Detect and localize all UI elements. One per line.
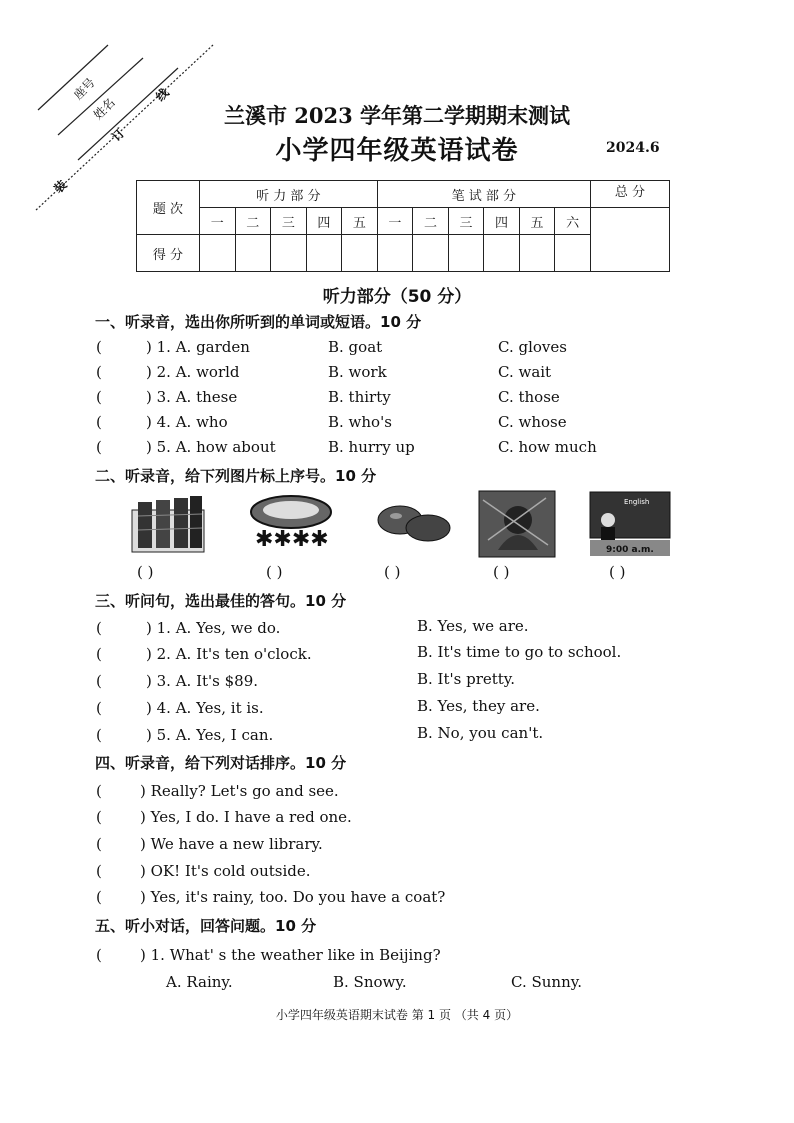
s1-option-b: B. thirty [328,388,391,406]
col-listen-2: 二 [235,208,271,235]
s3-option-a: ) 1. A. Yes, we do. [146,619,281,637]
s1-option-c: C. gloves [498,338,567,356]
col-write-3: 三 [448,208,484,235]
svg-text:✱✱✱✱: ✱✱✱✱ [255,527,329,552]
picture-answer-bracket[interactable]: ( ) [266,563,283,581]
s1-option-a: ) 4. A. who [146,413,228,431]
seat-label: 座号 [70,75,98,103]
s1-option-c: C. how much [498,438,597,456]
page-footer: 小学四年级英语期末试卷 第 1 页 （共 4 页） [275,1008,519,1022]
s3-option-a: ) 2. A. It's ten o'clock. [146,645,312,663]
s3-option-a: ) 5. A. Yes, I can. [146,726,274,744]
listening-part-title: 听力部分（50 分） [322,287,472,307]
clock-text: 9:00 a.m. [606,545,654,555]
score-cell[interactable] [235,235,271,272]
s1-option-a: ) 1. A. garden [146,338,250,356]
picture-answer-bracket[interactable]: ( ) [609,563,626,581]
score-label: 得 分 [137,235,200,272]
s3-option-b: B. It's pretty. [417,670,516,688]
section1-heading: 一、听录音，选出你所听到的单词或短语。10 分 [95,313,422,331]
dialogue-line: ) We have a new library. [140,835,323,853]
dialogue-line: ) OK! It's cold outside. [140,862,311,880]
picture-answer-bracket[interactable]: ( ) [384,563,401,581]
dialogue-line: ) Yes, it's rainy, too. Do you have a coat? [140,888,446,906]
s5-question-1: ) 1. What' s the weather like in Beijing? [140,946,441,964]
score-cell[interactable] [377,235,413,272]
col-listen-4: 四 [306,208,342,235]
answer-paren[interactable]: ( [96,888,102,906]
col-write-1: 一 [377,208,413,235]
col-write-4: 四 [484,208,520,235]
potatoes-picture [374,490,456,558]
answer-paren[interactable]: ( [96,438,102,456]
picture-answer-bracket[interactable]: ( ) [137,563,154,581]
s3-option-b: B. Yes, we are. [417,617,529,635]
seal-ding: 订 [109,125,128,145]
section4-heading: 四、听录音，给下列对话排序。10 分 [95,754,347,772]
blackboard-text: English [624,498,650,506]
s1-option-c: C. those [498,388,560,406]
score-cell[interactable] [200,235,236,272]
picture-answer-bracket[interactable]: ( ) [493,563,510,581]
s3-option-a: ) 3. A. It's $89. [146,672,259,690]
answer-paren[interactable]: ( [96,699,102,717]
score-cell[interactable] [555,235,591,272]
section5-heading: 五、听小对话，回答问题。10 分 [95,917,317,935]
row-label: 题 次 [137,181,200,235]
answer-paren[interactable]: ( [96,808,102,826]
total-label: 总 分 [591,181,670,208]
section2-heading: 二、听录音，给下列图片标上序号。10 分 [95,467,377,485]
s1-option-b: B. who's [328,413,392,431]
s1-option-c: C. whose [498,413,567,431]
score-cell[interactable] [306,235,342,272]
writing-label: 笔 试 部 分 [377,181,590,208]
dialogue-line: ) Yes, I do. I have a red one. [140,808,352,826]
s3-option-a: ) 4. A. Yes, it is. [146,699,264,717]
col-listen-1: 一 [200,208,236,235]
answer-paren[interactable]: ( [96,413,102,431]
col-write-5: 五 [519,208,555,235]
score-table [136,180,670,272]
listening-label: 听 力 部 分 [200,181,378,208]
cold-outside-picture [478,490,556,558]
s3-option-b: B. Yes, they are. [417,697,540,715]
s5-option-c: C. Sunny. [511,973,582,991]
s5-option-b: B. Snowy. [333,973,407,991]
answer-paren[interactable]: ( [96,726,102,744]
answer-paren[interactable]: ( [96,862,102,880]
exam-date: 2024.6 [606,140,660,156]
seal-xian: 线 [153,85,172,105]
answer-paren[interactable]: ( [96,338,102,356]
answer-paren[interactable]: ( [96,619,102,637]
answer-paren[interactable]: ( [96,645,102,663]
score-cell[interactable] [413,235,449,272]
col-listen-3: 三 [271,208,307,235]
dialogue-line: ) Really? Let's go and see. [140,782,339,800]
col-listen-5: 五 [342,208,378,235]
answer-paren[interactable]: ( [96,672,102,690]
col-write-6: 六 [555,208,591,235]
s1-option-c: C. wait [498,363,552,381]
seal-zhuang: 装 [51,177,70,197]
section3-heading: 三、听问句，选出最佳的答句。10 分 [95,592,347,610]
s3-option-b: B. It's time to go to school. [417,643,622,661]
answer-paren[interactable]: ( [96,388,102,406]
s1-option-a: ) 5. A. how about [146,438,276,456]
snowy-cloud-picture [245,490,337,558]
s5-option-a: A. Rainy. [166,973,233,991]
exam-title-line2: 小学四年级英语试卷 [275,136,519,166]
name-label: 姓名 [90,95,118,123]
exam-title-line1: 兰溪市 2023 学年第二学期期末测试 [223,103,571,128]
col-write-2: 二 [413,208,449,235]
answer-paren[interactable]: ( [96,835,102,853]
answer-paren[interactable]: ( [96,363,102,381]
score-cell[interactable] [342,235,378,272]
s1-option-b: B. work [328,363,387,381]
s1-option-b: B. goat [328,338,383,356]
answer-paren[interactable]: ( [96,946,102,964]
answer-paren[interactable]: ( [96,782,102,800]
library-shelves-picture [128,490,208,558]
s1-option-a: ) 2. A. world [146,363,240,381]
score-cell[interactable] [448,235,484,272]
score-cell[interactable] [484,235,520,272]
english-class-picture [588,490,672,558]
s3-option-b: B. No, you can't. [417,724,544,742]
score-cell[interactable] [271,235,307,272]
s1-option-b: B. hurry up [328,438,415,456]
total-score-cell[interactable] [591,208,670,272]
s1-option-a: ) 3. A. these [146,388,238,406]
score-cell[interactable] [519,235,555,272]
